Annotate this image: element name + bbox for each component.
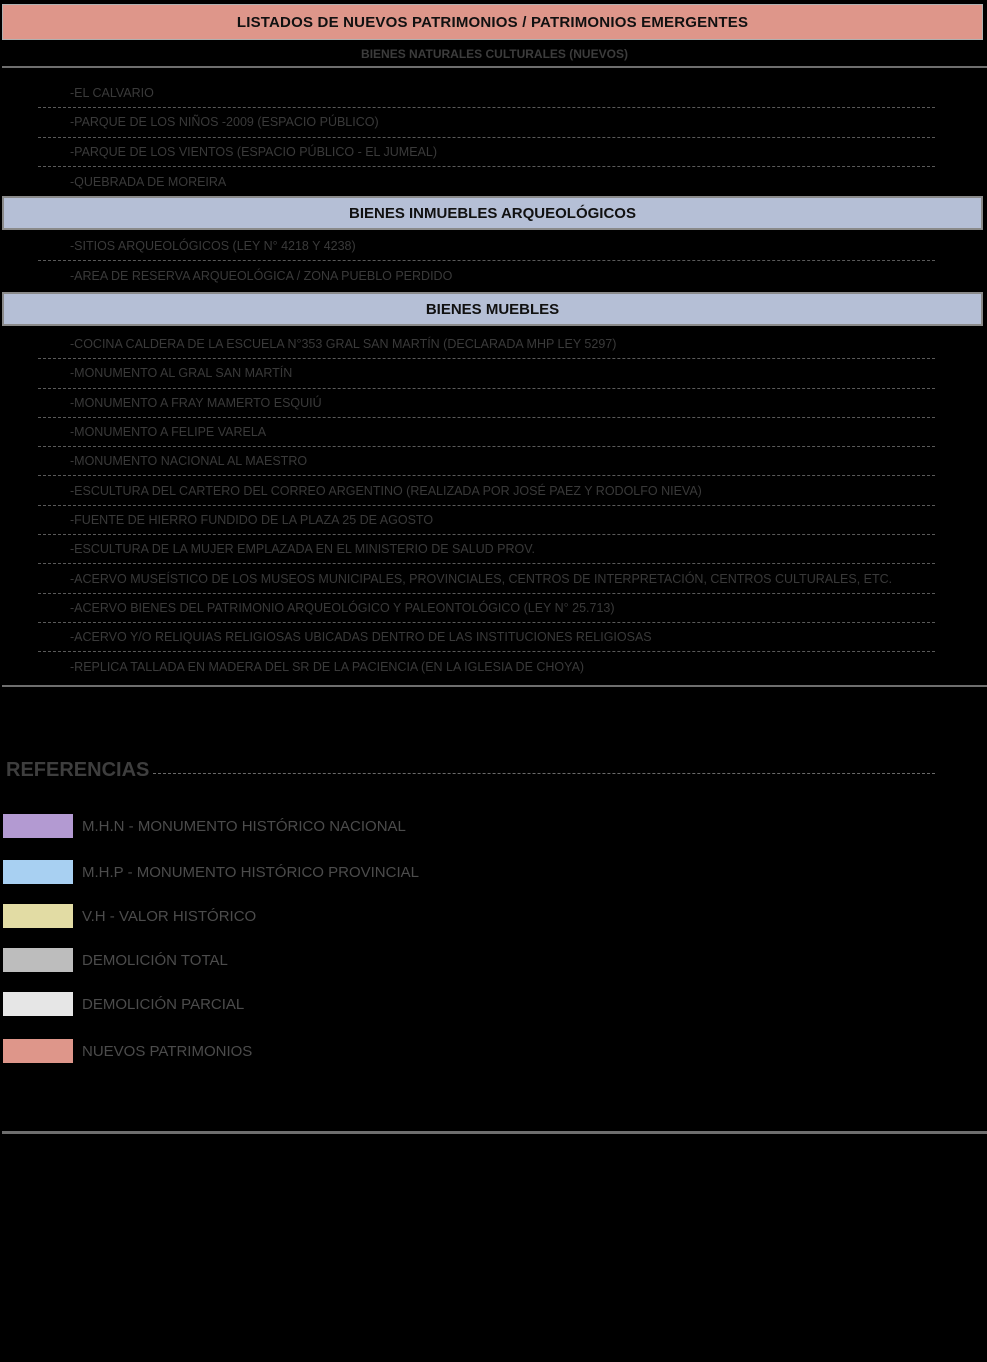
list-item: -COCINA CALDERA DE LA ESCUELA N°353 GRAL SAN MARTÍN (DECLARADA MHP LEY 5297): [38, 330, 935, 359]
list-item: -ACERVO MUSEÍSTICO DE LOS MUSEOS MUNICIPALES, PROVINCIALES, CENTROS DE INTERPRETACIÓN, CENTROS CULTURALES, ETC.: [38, 564, 935, 593]
list-item: -MONUMENTO NACIONAL AL MAESTRO: [38, 447, 935, 476]
list-item: -QUEBRADA DE MOREIRA: [70, 174, 227, 189]
section-title-bienes-inmuebles: BIENES INMUEBLES ARQUEOLÓGICOS: [2, 196, 983, 230]
legend-swatch: [3, 992, 73, 1016]
legend-swatch: [3, 860, 73, 884]
legend-label: M.H.P - MONUMENTO HISTÓRICO PROVINCIAL: [82, 863, 419, 881]
list-item: -EL CALVARIO: [38, 79, 935, 108]
references-header: [6, 756, 935, 784]
list-item: -SITIOS ARQUEOLÓGICOS (LEY N° 4218 Y 4238): [38, 232, 935, 261]
references-title: REFERENCIAS: [6, 758, 150, 781]
legend-swatch: [3, 1039, 73, 1063]
page-title: LISTADOS DE NUEVOS PATRIMONIOS / PATRIMONIOS EMERGENTES: [2, 4, 983, 40]
list-item: -ESCULTURA DE LA MUJER EMPLAZADA EN EL MINISTERIO DE SALUD PROV.: [38, 535, 935, 564]
divider: [2, 1131, 987, 1134]
legend-item-demolicion-total: [3, 948, 228, 972]
list-item: -PARQUE DE LOS NIÑOS -2009 (ESPACIO PÚBLICO): [38, 108, 935, 137]
legend-item-demolicion-parcial: [3, 992, 244, 1016]
legend-item-mhn: [3, 814, 406, 838]
legend-label: M.H.N - MONUMENTO HISTÓRICO NACIONAL: [82, 817, 406, 835]
legend-label: V.H - VALOR HISTÓRICO: [82, 907, 257, 925]
list-item: -ACERVO Y/O RELIQUIAS RELIGIOSAS UBICADAS DENTRO DE LAS INSTITUCIONES RELIGIOSAS: [38, 623, 935, 652]
legend-swatch: [3, 948, 73, 972]
legend-label: DEMOLICIÓN TOTAL: [82, 951, 228, 969]
legend-label: DEMOLICIÓN PARCIAL: [82, 995, 245, 1013]
section-title-bienes-muebles: BIENES MUEBLES: [2, 292, 983, 326]
list-bienes-naturales: [38, 79, 935, 196]
legend-swatch: [3, 904, 73, 928]
legend-item-mhp: [3, 860, 419, 884]
divider: [2, 685, 987, 687]
list-item: -ESCULTURA DEL CARTERO DEL CORREO ARGENTINO (REALIZADA POR JOSÉ PAEZ Y RODOLFO NIEVA): [38, 476, 935, 505]
legend-item-vh: [3, 904, 256, 928]
divider: [2, 66, 987, 68]
list-item: -REPLICA TALLADA EN MADERA DEL SR DE LA PACIENCIA (EN LA IGLESIA DE CHOYA): [70, 659, 585, 674]
list-item: -ACERVO BIENES DEL PATRIMONIO ARQUEOLÓGICO Y PALEONTOLÓGICO (LEY N° 25.713): [38, 594, 935, 623]
section-title-bienes-naturales: BIENES NATURALES CULTURALES (NUEVOS): [361, 47, 628, 61]
legend-item-nuevos-patrimonios: [3, 1039, 252, 1063]
list-item: -FUENTE DE HIERRO FUNDIDO DE LA PLAZA 25 DE AGOSTO: [38, 506, 935, 535]
list-bienes-muebles: [38, 330, 935, 682]
dotted-leader: [153, 773, 935, 774]
legend-swatch: [3, 814, 73, 838]
list-item: -PARQUE DE LOS VIENTOS (ESPACIO PÚBLICO - EL JUMEAL): [38, 138, 935, 167]
list-item: -MONUMENTO AL GRAL SAN MARTÍN: [38, 359, 935, 388]
list-item: -AREA DE RESERVA ARQUEOLÓGICA / ZONA PUEBLO PERDIDO: [70, 268, 453, 283]
list-bienes-inmuebles: [38, 232, 935, 291]
list-item: -MONUMENTO A FELIPE VARELA: [38, 418, 935, 447]
list-item: -MONUMENTO A FRAY MAMERTO ESQUIÚ: [38, 389, 935, 418]
legend-label: NUEVOS PATRIMONIOS: [82, 1042, 253, 1060]
